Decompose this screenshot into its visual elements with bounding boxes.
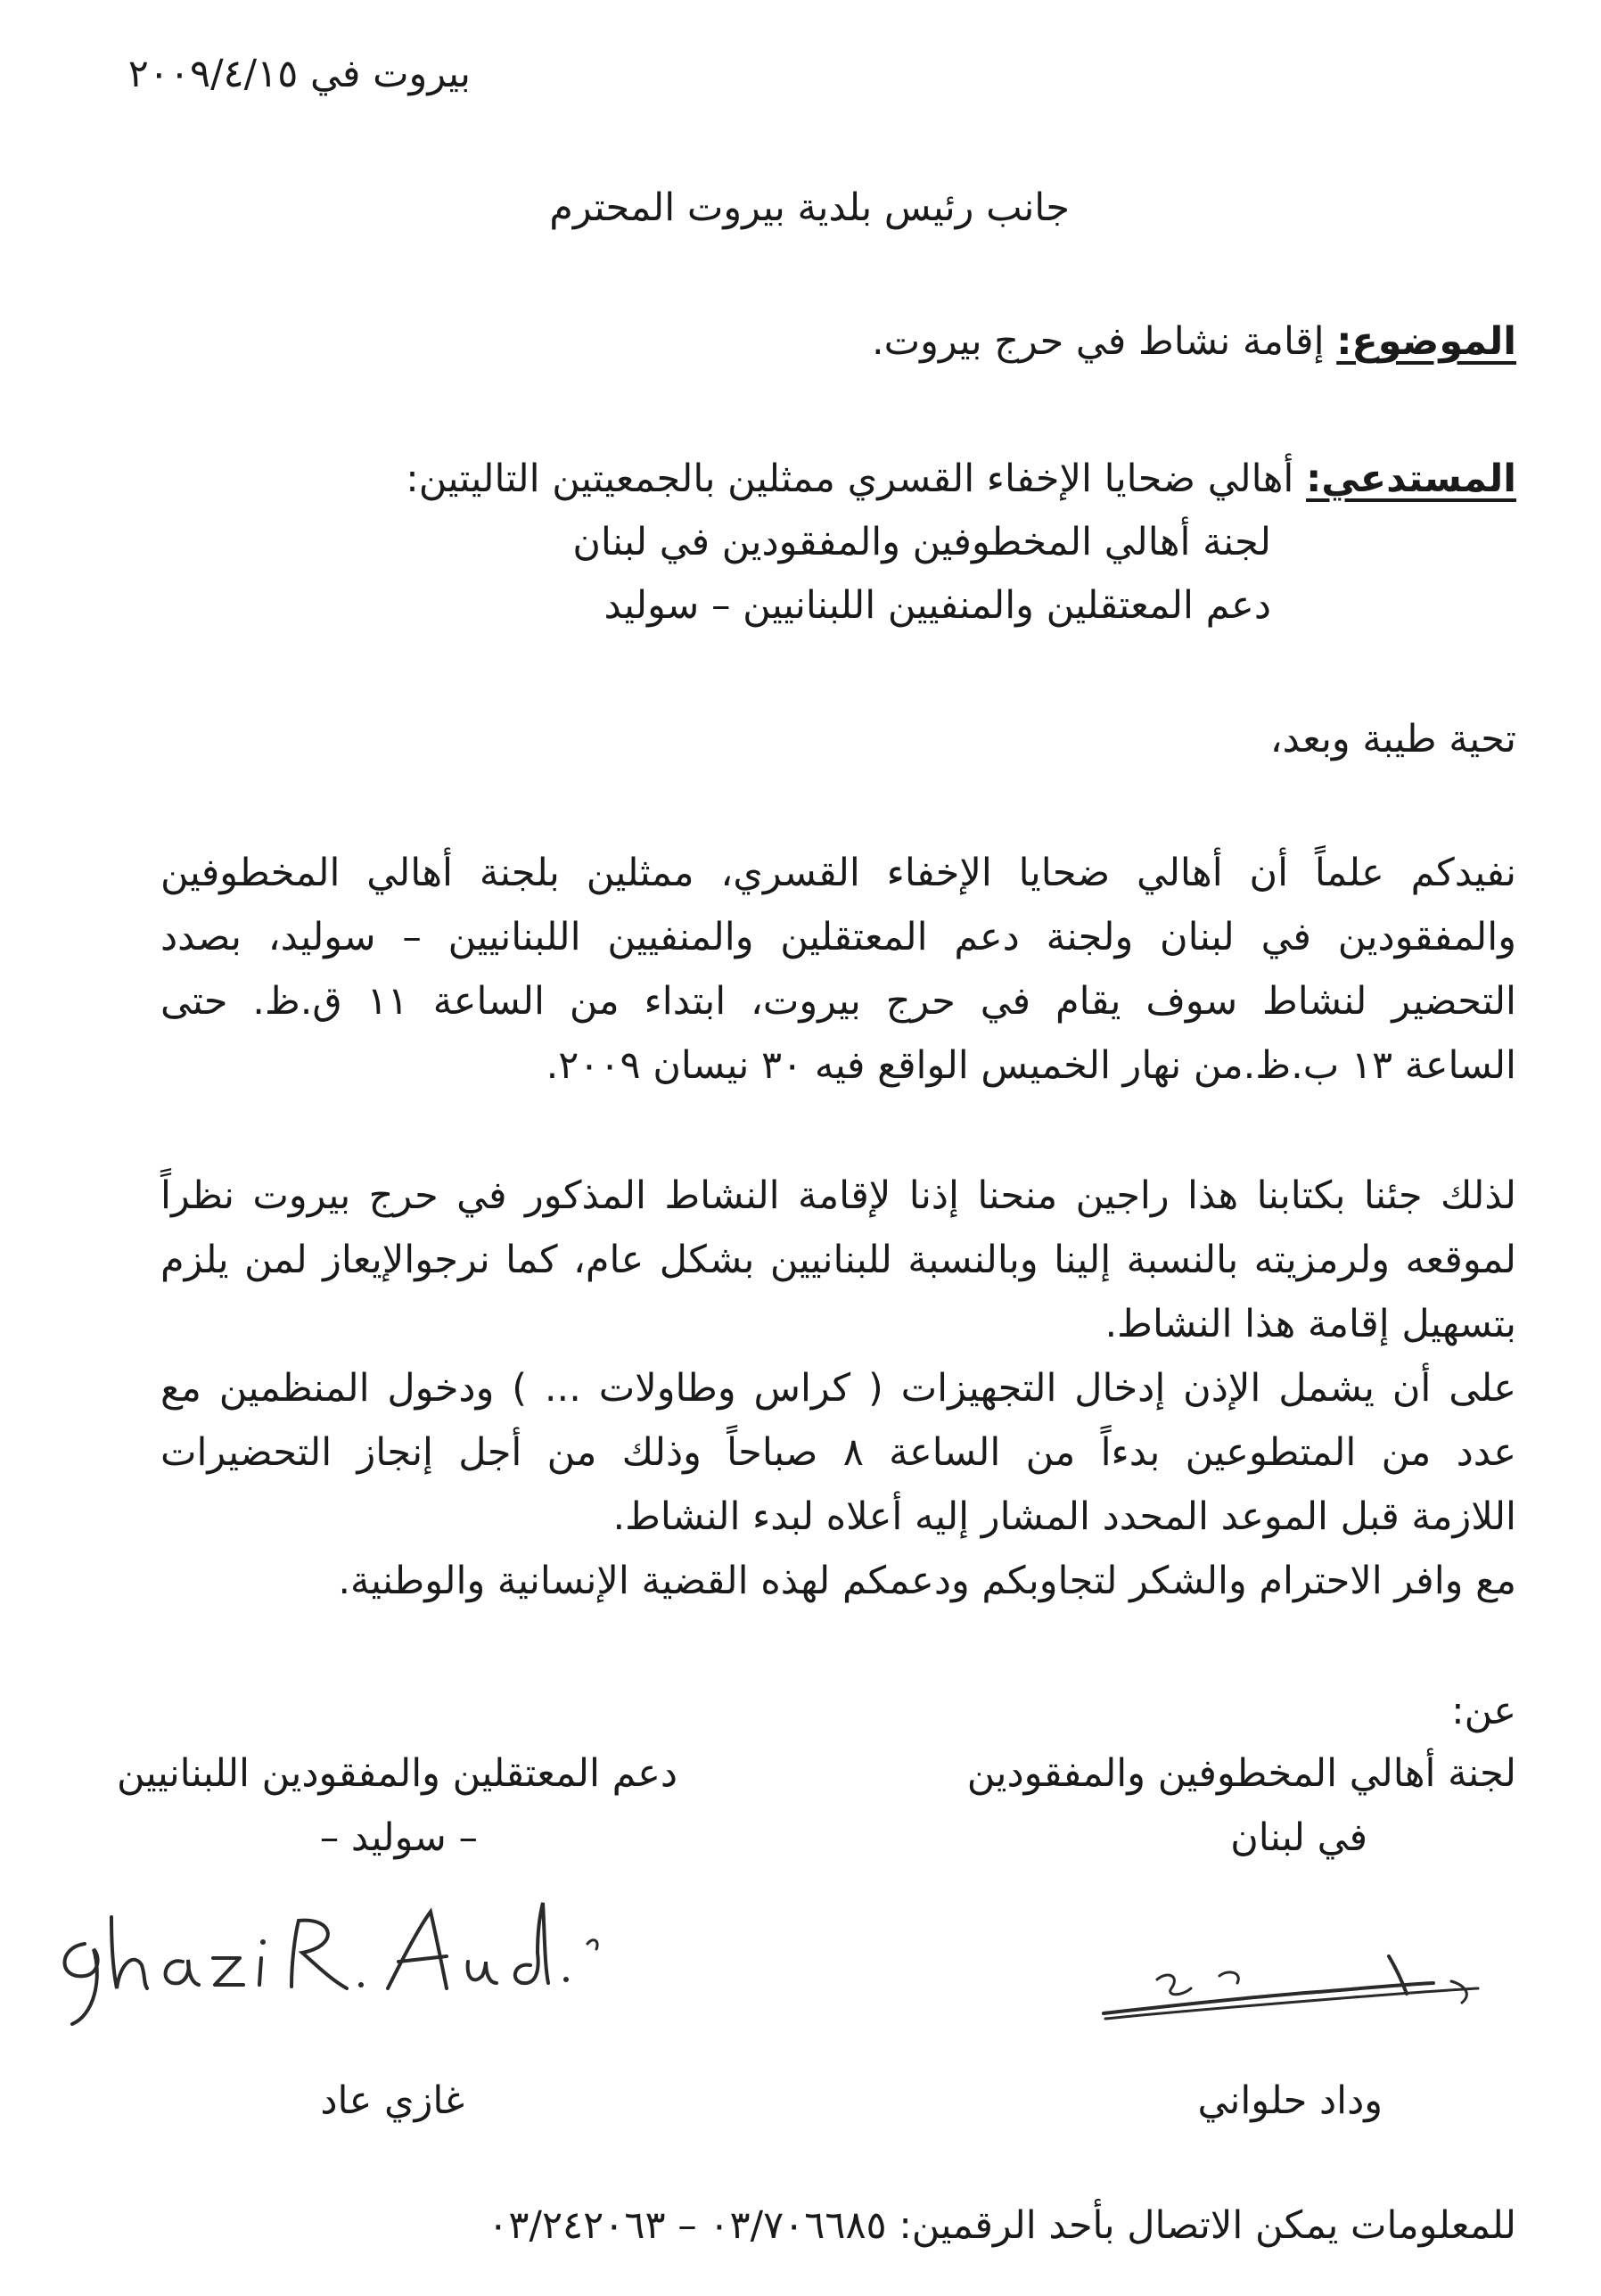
closing-line: مع وافر الاحترام والشكر لتجاوبكم ودعمكم لهذه القضية الإنسانية والوطنية. (338, 1559, 1516, 1603)
right-signature-scribble (1095, 1944, 1505, 2051)
applicant-org2: دعم المعتقلين والمنفيين اللبنانيين – سوليد (603, 583, 1271, 628)
para2-line3: بتسهيل إقامة هذا النشاط. (1104, 1302, 1516, 1346)
left-signatory-name: غازي عاد (320, 2078, 464, 2123)
addressee: جانب رئيس بلدية بيروت المحترم (549, 185, 1070, 230)
left-signature (49, 1890, 620, 2042)
subject-text: إقامة نشاط في حرج بيروت. (871, 319, 1325, 364)
right-org-line2: في لبنان (1230, 1815, 1367, 1860)
applicant-text: أهالي ضحايا الإخفاء القسري ممثلين بالجمعيتين التاليتين: (406, 457, 1294, 501)
para3-line1: على أن يشمل الإذن إدخال التجهيزات ( كراس وطاولات ... ) ودخول المنظمين مع (160, 1366, 1516, 1411)
left-signature-handwriting (49, 1890, 620, 2042)
right-signature (1095, 1944, 1505, 2051)
footer-contact: للمعلومات يمكن الاتصال بأحد الرقمين: ٠٣/٧٠٦٦٨٥ – ٠٣/٢٤٢٠٦٣ (488, 2203, 1516, 2248)
para2-line1: لذلك جئنا بكتابنا هذا راجين منحنا إذنا لإقامة النشاط المذكور في حرج بيروت نظراً (160, 1173, 1516, 1218)
greeting: تحية طيبة وبعد، (1269, 717, 1516, 761)
right-signatory-name: وداد حلواني (1197, 2078, 1383, 2123)
para3-line2: عدد من المتطوعين بدءاً من الساعة ٨ صباحاً وذلك من أجل إنجاز التحضيرات (160, 1430, 1516, 1475)
applicant-line (406, 457, 1516, 501)
para3-line3: اللازمة قبل الموعد المحدد المشار إليه أعلاه لبدء النشاط. (612, 1494, 1516, 1539)
applicant-label: المستدعي: (1306, 457, 1516, 501)
para1-line2: والمفقودين في لبنان ولجنة دعم المعتقلين والمنفيين اللبنانيين – سوليد، بصدد (160, 915, 1516, 959)
left-org-line1: دعم المعتقلين والمفقودين اللبنانيين (117, 1751, 677, 1796)
left-org-line2: – سوليد – (319, 1815, 478, 1860)
para2-line2: لموقعه ولرمزيته بالنسبة إلينا وبالنسبة للبنانيين بشكل عام، كما نرجوالإيعاز لمن يلزم (160, 1238, 1516, 1282)
right-org-line1: لجنة أهالي المخطوفين والمفقودين (966, 1751, 1516, 1796)
subject-line (871, 319, 1516, 364)
para1-line1: نفيدكم علماً أن أهالي ضحايا الإخفاء القسري، ممثلين بلجنة أهالي المخطوفين (160, 851, 1516, 895)
para1-line4: الساعة ١٣ ب.ظ.من نهار الخميس الواقع فيه ٣٠ نيسان ٢٠٠٩. (546, 1043, 1516, 1088)
from-label: عن: (1451, 1689, 1516, 1733)
subject-label: الموضوع: (1336, 319, 1516, 364)
para1-line3: التحضير لنشاط سوف يقام في حرج بيروت، ابتداء من الساعة ١١ ق.ظ. حتى (160, 979, 1516, 1024)
date-line: بيروت في ٢٠٠٩/٤/١٥ (127, 52, 471, 96)
applicant-org1: لجنة أهالي المخطوفين والمفقودين في لبنان (572, 520, 1271, 564)
